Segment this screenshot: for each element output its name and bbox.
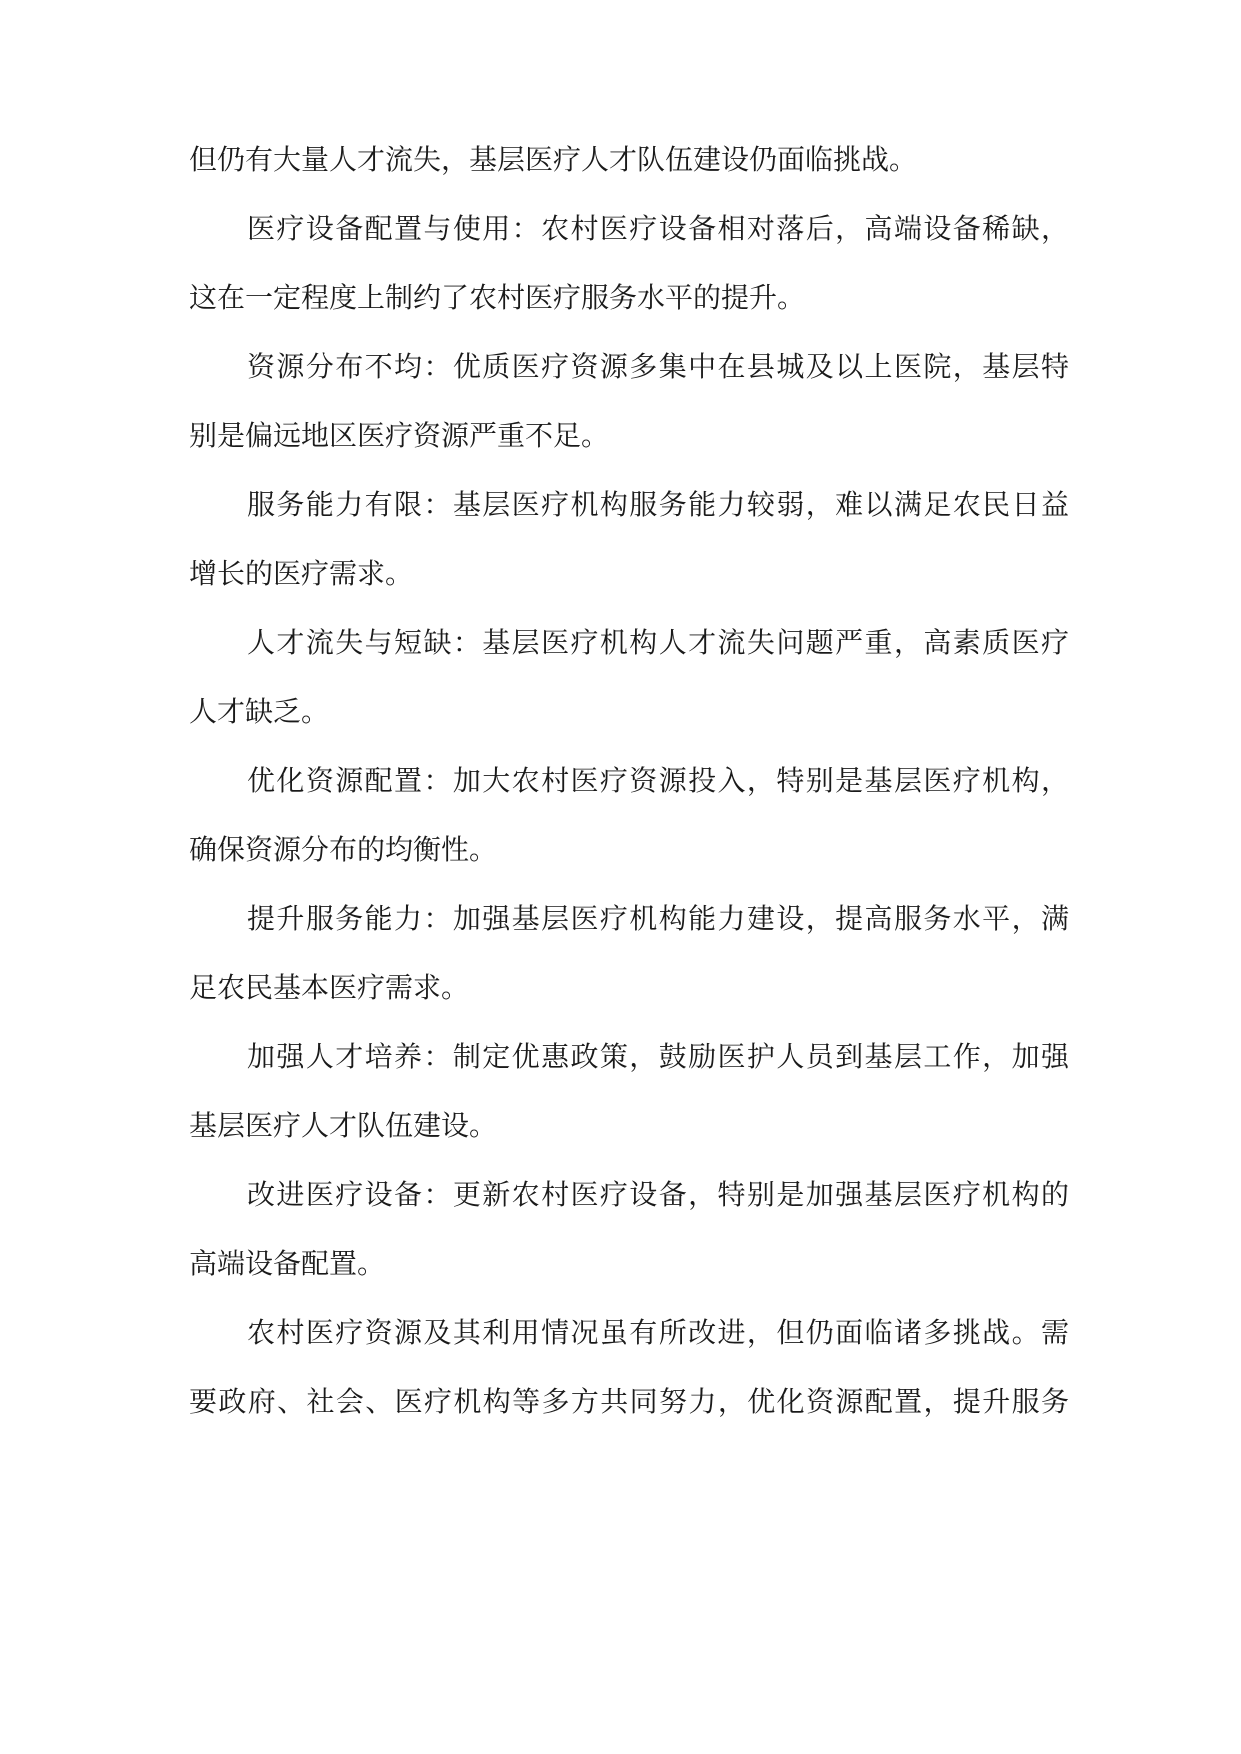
paragraph-talent-line-2: 人才缺乏。	[189, 695, 330, 728]
paragraph-capacity-line-2: 增长的医疗需求。	[189, 557, 414, 590]
paragraph-talent-line-1: 人才流失与短缺：基层医疗机构人才流失问题严重，高素质医疗	[247, 626, 1069, 659]
paragraph-equipment-line-2: 这在一定程度上制约了农村医疗服务水平的提升。	[189, 281, 806, 314]
paragraph-distribution-line-1: 资源分布不均：优质医疗资源多集中在县城及以上医院，基层特	[247, 350, 1069, 383]
paragraph-devices-line-1: 改进医疗设备：更新农村医疗设备，特别是加强基层医疗机构的	[247, 1178, 1069, 1211]
paragraph-training-line-1: 加强人才培养：制定优惠政策，鼓励医护人员到基层工作，加强	[247, 1040, 1069, 1073]
paragraph-training-line-2: 基层医疗人才队伍建设。	[189, 1109, 498, 1142]
paragraph-optimize-line-1: 优化资源配置：加大农村医疗资源投入，特别是基层医疗机构，	[247, 764, 1069, 797]
text-line: 但仍有大量人才流失，基层医疗人才队伍建设仍面临挑战。	[189, 143, 918, 176]
paragraph-improve-service-line-2: 足农民基本医疗需求。	[189, 971, 470, 1004]
paragraph-distribution-line-2: 别是偏远地区医疗资源严重不足。	[189, 419, 610, 452]
paragraph-improve-service-line-1: 提升服务能力：加强基层医疗机构能力建设，提高服务水平，满	[247, 902, 1069, 935]
paragraph-conclusion-line-2: 要政府、社会、医疗机构等多方共同努力，优化资源配置，提升服务	[189, 1385, 1069, 1418]
paragraph-equipment-line-1: 医疗设备配置与使用：农村医疗设备相对落后，高端设备稀缺，	[247, 212, 1069, 245]
paragraph-conclusion-line-1: 农村医疗资源及其利用情况虽有所改进，但仍面临诸多挑战。需	[247, 1316, 1069, 1349]
paragraph-optimize-line-2: 确保资源分布的均衡性。	[189, 833, 498, 866]
paragraph-devices-line-2: 高端设备配置。	[189, 1247, 386, 1280]
paragraph-capacity-line-1: 服务能力有限：基层医疗机构服务能力较弱，难以满足农民日益	[247, 488, 1069, 521]
